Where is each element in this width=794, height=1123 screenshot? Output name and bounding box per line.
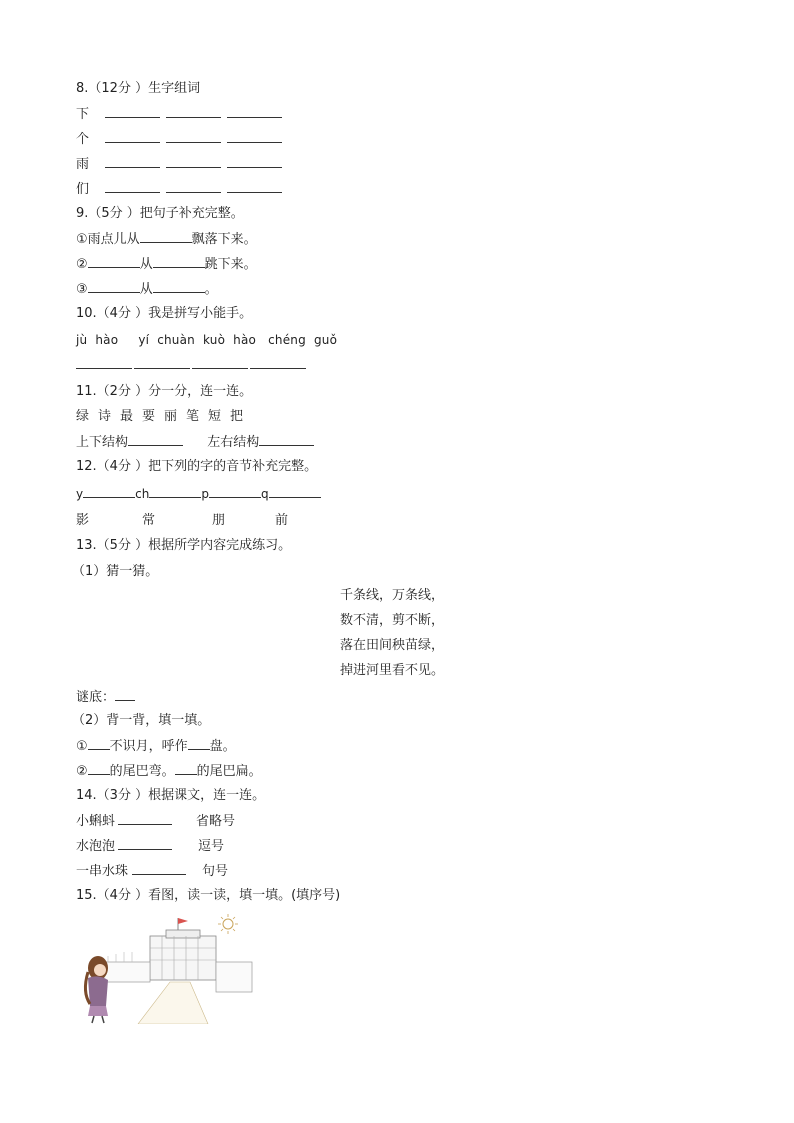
q13-text: ②: [76, 764, 88, 779]
q8-char-1: 下: [76, 107, 90, 122]
q9-text: 从: [139, 282, 153, 297]
q12-initial: ch: [135, 487, 150, 501]
riddle-answer-label: 谜底：: [76, 690, 116, 705]
riddle-line-1: 千条线，万条线，: [340, 588, 445, 603]
q9-text: 跳下来。: [204, 257, 257, 272]
answer-blank[interactable]: [227, 105, 282, 118]
q12-char: 朋: [212, 513, 226, 528]
answer-blank[interactable]: [259, 433, 314, 446]
q14-right-item: 句号: [202, 864, 229, 879]
answer-blank[interactable]: [166, 155, 221, 168]
answer-blank[interactable]: [88, 762, 110, 775]
answer-blank[interactable]: [132, 862, 186, 875]
answer-blank[interactable]: [269, 485, 321, 498]
answer-blank[interactable]: [250, 356, 306, 369]
q13-fill-2: [76, 762, 262, 781]
q9-line-2: [76, 255, 257, 274]
q8-row-4: [76, 180, 288, 199]
q11-char: 丽: [164, 409, 178, 424]
answer-blank[interactable]: [153, 280, 205, 293]
q10-pinyin: jù hào yí chuàn kuò hào chéng guǒ: [76, 333, 338, 347]
q11-right-label: 左右结构: [207, 435, 260, 450]
q13-text: 的尾巴弯。: [109, 764, 175, 779]
q9-text: 从: [139, 257, 153, 272]
q14-header: 14.（3分 ）根据课文，连一连。: [76, 788, 266, 803]
answer-blank[interactable]: [83, 485, 135, 498]
q13-part1: （1）猜一猜。: [72, 564, 159, 579]
q9-text: 飘落下来。: [191, 232, 257, 247]
q14-row-3: [76, 862, 228, 881]
answer-blank[interactable]: [134, 356, 190, 369]
answer-blank[interactable]: [192, 356, 248, 369]
q13-text: 不识月，呼作: [109, 739, 188, 754]
answer-blank[interactable]: [209, 485, 261, 498]
q11-char: 要: [142, 409, 156, 424]
riddle-line-4: 掉进河里看不见。: [340, 663, 445, 678]
q12-char: 前: [275, 513, 289, 528]
q14-left-item: 水泡泡: [76, 839, 116, 854]
q11-char: 短: [208, 409, 222, 424]
q9-text: ③: [76, 282, 88, 297]
q11-char: 最: [120, 409, 134, 424]
q11-chars: [76, 408, 252, 426]
school-girl-illustration: [78, 912, 254, 1024]
q11-char: 绿: [76, 409, 90, 424]
answer-blank[interactable]: [105, 105, 160, 118]
q12-initial: p: [201, 487, 209, 501]
q14-left-item: 小蝌蚪: [76, 814, 116, 829]
answer-blank[interactable]: [88, 737, 110, 750]
q11-header: 11.（2分 ）分一分，连一连。: [76, 384, 253, 399]
q13-fill-1: [76, 737, 236, 756]
q12-chars: [76, 512, 288, 530]
answer-blank[interactable]: [76, 356, 132, 369]
q8-char-4: 们: [76, 182, 90, 197]
answer-blank[interactable]: [166, 180, 221, 193]
answer-blank[interactable]: [140, 230, 192, 243]
answer-blank[interactable]: [118, 837, 172, 850]
q8-char-2: 个: [76, 132, 90, 147]
q9-line-3: [76, 280, 218, 299]
answer-blank[interactable]: [166, 105, 221, 118]
q12-initial: y: [76, 487, 84, 501]
q14-left-item: 一串水珠: [76, 864, 129, 879]
q11-left-label: 上下结构: [76, 435, 129, 450]
answer-blank[interactable]: [128, 433, 183, 446]
riddle-line-2: 数不清，剪不断，: [340, 613, 445, 628]
answer-blank[interactable]: [118, 812, 172, 825]
q13-text: 盘。: [209, 739, 236, 754]
q13-text: 的尾巴扁。: [196, 764, 262, 779]
q8-row-1: [76, 105, 288, 124]
q8-row-2: [76, 130, 288, 149]
answer-blank[interactable]: [88, 255, 140, 268]
q11-char: 笔: [186, 409, 200, 424]
q8-row-3: [76, 155, 288, 174]
q12-initial: q: [260, 487, 269, 501]
q10-blanks: [76, 356, 308, 375]
q12-header: 12.（4分 ）把下列的字的音节补充完整。: [76, 459, 318, 474]
answer-blank[interactable]: [105, 155, 160, 168]
q9-header: 9.（5分 ）把句子补充完整。: [76, 206, 244, 221]
q9-text: ②: [76, 257, 88, 272]
answer-blank[interactable]: [227, 180, 282, 193]
answer-blank[interactable]: [149, 485, 201, 498]
answer-blank[interactable]: [88, 280, 140, 293]
q13-header: 13.（5分 ）根据所学内容完成练习。: [76, 538, 292, 553]
q14-right-item: 逗号: [198, 839, 225, 854]
answer-blank[interactable]: [105, 180, 160, 193]
q10-header: 10.（4分 ）我是拼写小能手。: [76, 306, 253, 321]
answer-blank[interactable]: [166, 130, 221, 143]
q12-initials: [76, 485, 321, 503]
riddle-line-3: 落在田间秧苗绿，: [340, 638, 445, 653]
q11-char: 诗: [98, 409, 112, 424]
answer-blank[interactable]: [175, 762, 197, 775]
answer-blank[interactable]: [153, 255, 205, 268]
q9-text: 。: [204, 282, 218, 297]
answer-blank[interactable]: [227, 130, 282, 143]
q14-row-1: [76, 812, 235, 831]
q12-char: 影: [76, 513, 90, 528]
q14-right-item: 省略号: [196, 814, 236, 829]
answer-blank[interactable]: [105, 130, 160, 143]
q15-header: 15.（4分 ）看图，读一读，填一填。(填序号): [76, 888, 341, 903]
q13-answer-row: [76, 688, 135, 707]
q9-text: ①雨点儿从: [76, 232, 140, 247]
q13-part2: （2）背一背，填一填。: [72, 713, 211, 728]
q11-structure-row: [76, 433, 320, 452]
q9-line-1: [76, 230, 257, 249]
q12-char: 常: [142, 513, 156, 528]
q8-header: 8.（12分 ）生字组词: [76, 81, 201, 96]
answer-blank[interactable]: [227, 155, 282, 168]
q11-char: 把: [230, 409, 244, 424]
answer-blank[interactable]: [188, 737, 210, 750]
answer-blank[interactable]: [115, 688, 135, 701]
q8-char-3: 雨: [76, 157, 90, 172]
q13-text: ①: [76, 739, 88, 754]
q14-row-2: [76, 837, 224, 856]
